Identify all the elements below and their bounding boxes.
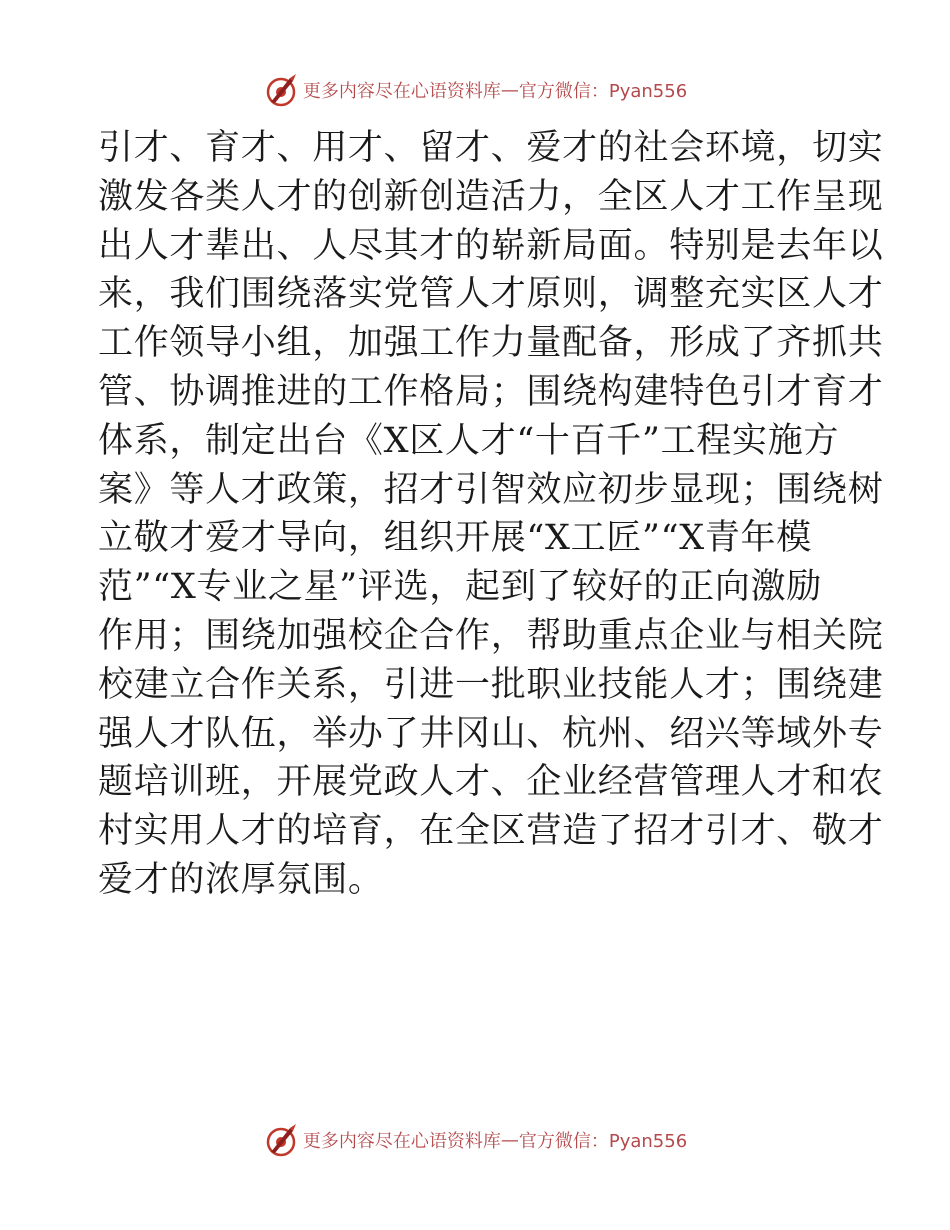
header-watermark — [0, 70, 950, 110]
footer-watermark — [0, 1120, 950, 1160]
paragraph-line: 引才、育才、用才、留才、爱才的社会环境，切实 — [98, 128, 884, 168]
watermark-wechat-text: 官方微信：Pyan556 — [518, 81, 688, 102]
paragraph-line: 强人才队伍，举办了井冈山、杭州、绍兴等域外专 — [98, 713, 884, 754]
paragraph-line: 题培训班，开展党政人才、企业经营管理人才和农 — [98, 762, 884, 803]
paragraph-line: 作用；围绕加强校企合作，帮助重点企业与相关院 — [98, 615, 884, 656]
quill-logo-icon — [263, 72, 299, 108]
body-paragraph — [98, 124, 884, 905]
paragraph-line: 案》等人才政策，招才引智效应初步显现；围绕树 — [98, 469, 884, 510]
paragraph-line: 爱才的浓厚氛围。 — [98, 859, 384, 900]
paragraph-line: 激发各类人才的创新创造活力，全区人才工作呈现 — [98, 176, 884, 217]
watermark-separator: — — [500, 1129, 519, 1151]
paragraph-line: 范”“X专业之星”评选，起到了较好的正向激励 — [98, 567, 822, 608]
paragraph-line: 校建立合作关系，引进一批职业技能人才；围绕建 — [98, 664, 884, 705]
paragraph-line: 管、协调推进的工作格局；围绕构建特色引才育才 — [98, 371, 884, 412]
quill-logo-icon — [263, 1122, 299, 1158]
paragraph-line: 体系，制定出台《X区人才“十百千”工程实施方 — [98, 420, 840, 461]
watermark-site-text: 更多内容尽在心语资料库 — [302, 81, 501, 102]
paragraph-line: 出人才辈出、人尽其才的崭新局面。特别是去年以 — [98, 225, 884, 266]
watermark-wechat-text: 官方微信：Pyan556 — [518, 1131, 688, 1152]
paragraph-line: 立敬才爱才导向，组织开展“X工匠”“X青年模 — [98, 518, 812, 559]
paragraph-line: 来，我们围绕落实党管人才原则，调整充实区人才 — [98, 274, 884, 315]
watermark-site-text: 更多内容尽在心语资料库 — [302, 1131, 501, 1152]
paragraph-line: 工作领导小组，加强工作力量配备，形成了齐抓共 — [98, 323, 884, 364]
watermark-separator: — — [500, 79, 519, 101]
paragraph-line: 村实用人才的培育，在全区营造了招才引才、敬才 — [98, 811, 884, 852]
